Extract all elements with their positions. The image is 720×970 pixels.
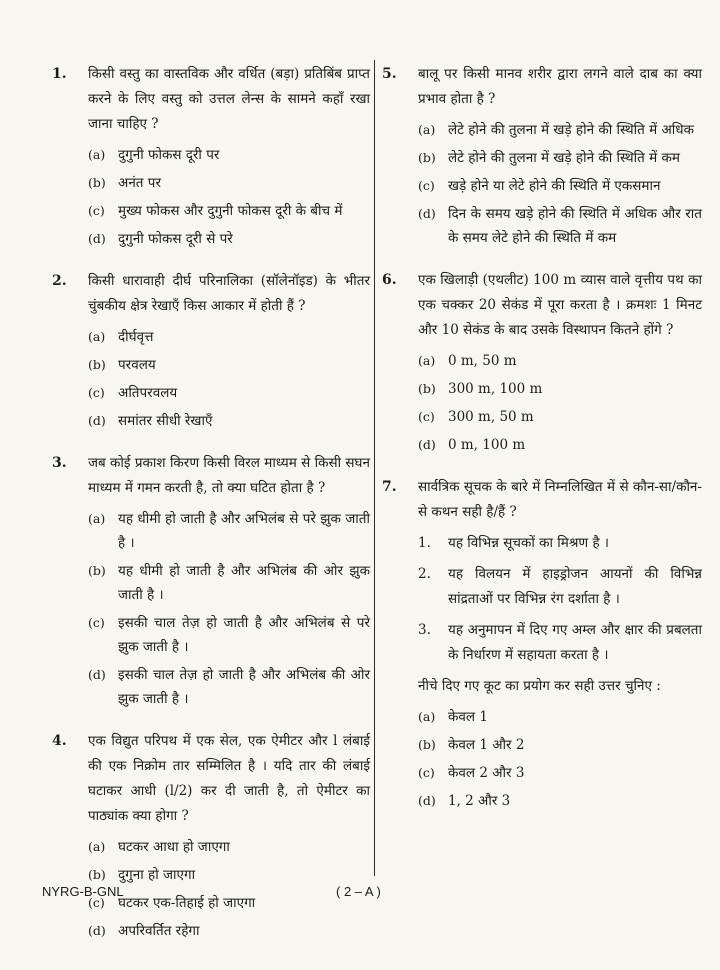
question-stem: सार्वत्रिक सूचक के बारे में निम्नलिखित में से कौन-सा/कौन-से कथन सही है/हैं ? [418, 479, 702, 520]
question-number: 1. [52, 66, 67, 82]
option-label: (c) [88, 385, 105, 400]
answer-option [88, 663, 370, 711]
column-divider [374, 60, 375, 876]
option-text: इसकी चाल तेज़ हो जाती है और अभिलंब से परे झुक जाती है । [118, 615, 370, 655]
question-item [382, 268, 702, 461]
answer-option [88, 143, 370, 167]
statement-item [418, 562, 702, 612]
question-body [418, 475, 702, 817]
answer-option [88, 227, 370, 251]
page-number: ( 2 – A ) [336, 884, 381, 899]
option-text: खड़े होने या लेटे होने की स्थिति में एकसमान [448, 178, 661, 194]
answer-option [88, 611, 370, 659]
option-text: दुगुना हो जाएगा [118, 867, 196, 883]
question-number: 7. [382, 479, 397, 495]
statement-number: 2. [418, 566, 431, 582]
question-stem: किसी वस्तु का वास्तविक और वर्धित (बड़ा) प्रतिबिंब प्राप्त करने के लिए वस्तु को उत्तल लेन्स के सामने कहाँ रखा जाना चाहिए ? [88, 66, 370, 132]
answer-option [88, 325, 370, 349]
option-label: (c) [418, 409, 435, 424]
option-text: दिन के समय खड़े होने की स्थिति में अधिक और रात के समय लेटे होने की स्थिति में कम [448, 206, 702, 246]
option-label: (c) [418, 178, 435, 193]
option-label: (b) [88, 867, 106, 882]
option-text: अतिपरवलय [118, 385, 178, 401]
answer-option [88, 199, 370, 223]
option-label: (d) [418, 206, 436, 221]
question-item [382, 475, 702, 817]
question-body [88, 62, 370, 255]
answer-option [418, 789, 702, 813]
answer-option [88, 353, 370, 377]
option-text: दुगुनी फोकस दूरी पर [118, 147, 220, 163]
option-label: (c) [88, 615, 105, 630]
statement-text: यह अनुमापन में दिए गए अम्ल और क्षार की प्रबलता के निर्धारण में सहायता करता है । [448, 622, 702, 663]
option-label: (b) [88, 175, 106, 190]
answer-option [88, 171, 370, 195]
answer-option [418, 377, 702, 401]
option-label: (a) [88, 147, 106, 162]
option-text: लेटे होने की तुलना में खड़े होने की स्थिति में अधिक [448, 122, 694, 138]
option-text: घटकर आधा हो जाएगा [118, 839, 230, 855]
answer-option [88, 891, 370, 915]
option-label: (b) [418, 150, 436, 165]
answer-option [88, 863, 370, 887]
answer-option [418, 705, 702, 729]
option-label: (a) [418, 709, 436, 724]
statement-number: 3. [418, 622, 431, 638]
option-text: समांतर सीधी रेखाएँ [118, 413, 213, 429]
answer-option [418, 202, 702, 250]
statement-text: यह विभिन्न सूचकों का मिश्रण है । [448, 535, 610, 551]
option-label: (b) [418, 381, 436, 396]
answer-option [418, 349, 702, 373]
question-number: 3. [52, 455, 67, 471]
answer-option [418, 733, 702, 757]
question-body [418, 62, 702, 254]
question-body [88, 451, 370, 715]
question-number: 2. [52, 273, 67, 289]
option-text: मुख्य फोकस और दुगुनी फोकस दूरी के बीच में [118, 203, 343, 219]
option-label: (a) [88, 329, 106, 344]
question-body [418, 268, 702, 461]
option-label: (a) [418, 122, 436, 137]
option-label: (b) [88, 357, 106, 372]
option-text: लेटे होने की तुलना में खड़े होने की स्थिति में कम [448, 150, 680, 166]
option-label: (d) [418, 437, 436, 452]
option-label: (a) [418, 353, 436, 368]
answer-option [88, 559, 370, 607]
option-label: (c) [88, 895, 105, 910]
option-text: यह धीमी हो जाती है और अभिलंब की ओर झुक जाती है । [118, 563, 370, 603]
option-text: 0 m, 100 m [448, 437, 526, 453]
answer-option [418, 146, 702, 170]
question-number: 5. [382, 66, 397, 82]
answer-option [88, 409, 370, 433]
option-text: 1, 2 और 3 [448, 793, 511, 809]
option-text: घटकर एक-तिहाई हो जाएगा [118, 895, 256, 911]
question-body [88, 269, 370, 437]
answer-option [418, 118, 702, 142]
answer-option [88, 835, 370, 859]
instruction-text: नीचे दिए गए कूट का प्रयोग कर सही उत्तर चुनिए : [418, 678, 661, 694]
question-item [382, 62, 702, 254]
question-item [52, 62, 370, 255]
statement-number: 1. [418, 535, 431, 551]
question-number: 6. [382, 272, 397, 288]
option-label: (c) [88, 203, 105, 218]
option-text: 300 m, 50 m [448, 409, 534, 425]
option-text: अनंत पर [118, 175, 161, 191]
answer-option [88, 381, 370, 405]
option-text: दीर्घवृत्त [118, 329, 154, 345]
option-text: केवल 2 और 3 [448, 765, 525, 781]
option-text: अपरिवर्तित रहेगा [118, 923, 200, 939]
option-label: (b) [88, 563, 106, 578]
statement-text: यह विलयन में हाइड्रोजन आयनों की विभिन्न सांद्रताओं पर विभिन्न रंग दर्शाता है । [448, 566, 702, 607]
option-label: (a) [88, 511, 106, 526]
option-label: (b) [418, 737, 436, 752]
option-label: (d) [88, 923, 106, 938]
option-label: (c) [418, 765, 435, 780]
option-text: यह धीमी हो जाती है और अभिलंब से परे झुक जाती है । [118, 511, 370, 551]
option-label: (d) [88, 667, 106, 682]
right-column [382, 62, 702, 831]
question-body [88, 729, 370, 947]
option-text: परवलय [118, 357, 156, 373]
question-stem: जब कोई प्रकाश किरण किसी विरल माध्यम से किसी सघन माध्यम में गमन करती है, तो क्या घटित होता है ? [88, 455, 370, 496]
option-text: दुगुनी फोकस दूरी से परे [118, 231, 233, 247]
question-item [52, 269, 370, 437]
answer-option [418, 405, 702, 429]
question-number: 4. [52, 733, 67, 749]
statement-item [418, 618, 702, 668]
left-column [52, 62, 370, 961]
option-text: 300 m, 100 m [448, 381, 543, 397]
option-text: इसकी चाल तेज़ हो जाती है और अभिलंब की ओर झुक जाती है । [118, 667, 370, 707]
answer-option [88, 507, 370, 555]
question-stem: एक खिलाड़ी (एथलीट) 100 m व्यास वाले वृत्तीय पथ का एक चक्कर 20 सेकंड में पूरा करता है । क्रमशः 1 मिनट और 10 सेकंड के बाद उसके विस्थापन कितने होंगे ? [418, 272, 702, 338]
option-text: 0 m, 50 m [448, 353, 517, 369]
question-item [52, 451, 370, 715]
option-label: (d) [418, 793, 436, 808]
question-stem: एक विद्युत परिपथ में एक सेल, एक ऐमीटर और l लंबाई की एक निक्रोम तार सम्मिलित है । यदि तार की लंबाई घटाकर आधी (l/2) कर दी जाती है, तो ऐमीटर का पाठ्यांक क्या होगा ? [88, 733, 370, 824]
question-stem: बालू पर किसी मानव शरीर द्वारा लगने वाले दाब का क्या प्रभाव होता है ? [418, 66, 702, 107]
booklet-code: NYRG-B-GNL [42, 884, 124, 899]
answer-option [88, 919, 370, 943]
option-label: (d) [88, 413, 106, 428]
option-label: (d) [88, 231, 106, 246]
statement-item [418, 531, 702, 556]
question-item [52, 729, 370, 947]
answer-option [418, 433, 702, 457]
question-stem: किसी धारावाही दीर्घ परिनालिका (सॉलेनॉइड) के भीतर चुंबकीय क्षेत्र रेखाएँ किस आकार में होती हैं ? [88, 273, 370, 314]
option-text: केवल 1 [448, 709, 488, 725]
option-label: (a) [88, 839, 106, 854]
option-text: केवल 1 और 2 [448, 737, 525, 753]
answer-option [418, 761, 702, 785]
answer-option [418, 174, 702, 198]
